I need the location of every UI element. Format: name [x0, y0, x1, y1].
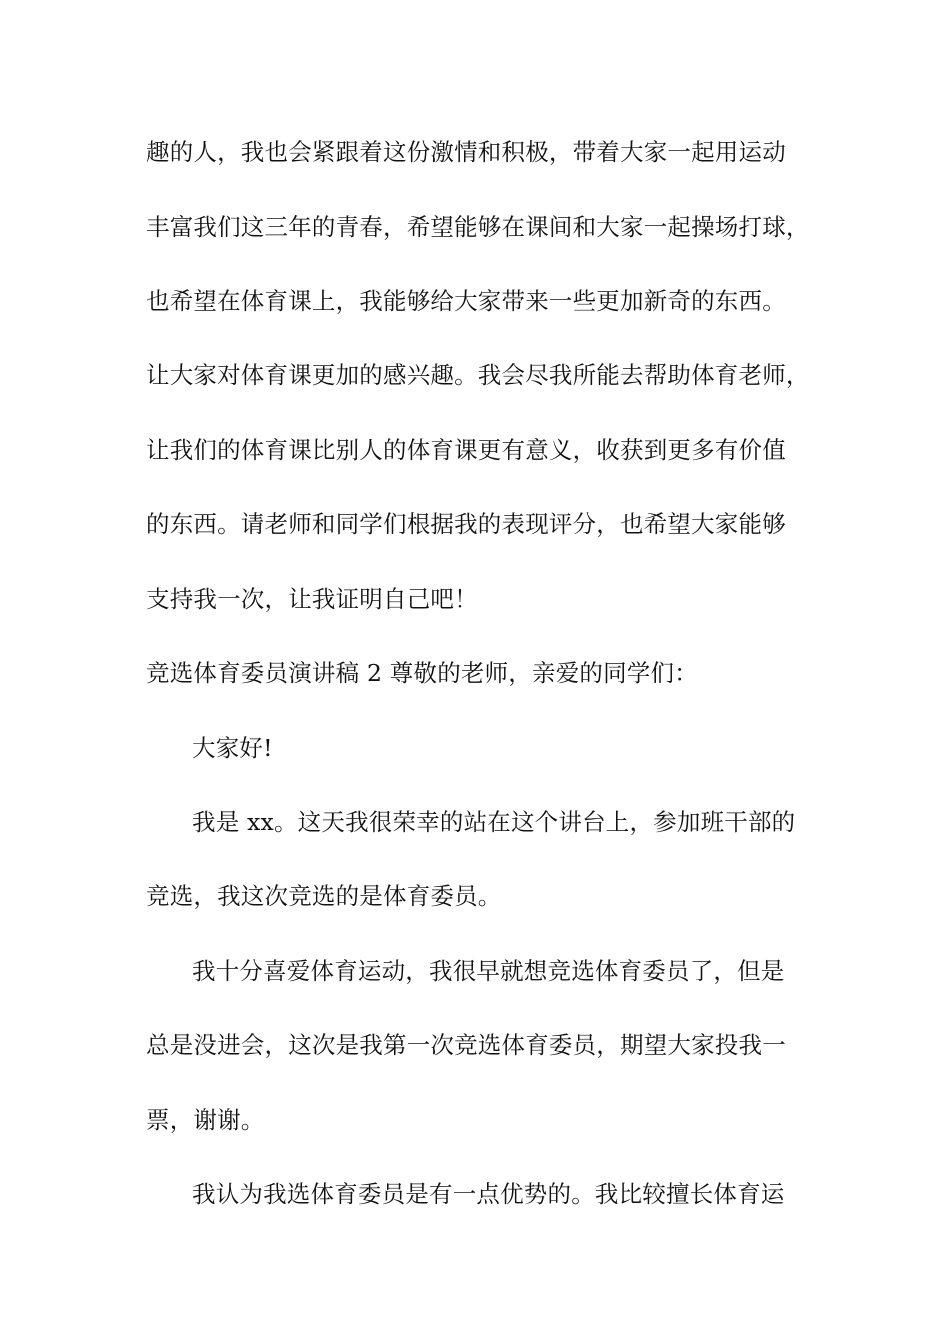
text-line-15: 我认为我选体育委员是有一点优势的。我比较擅长体育运	[192, 1180, 785, 1208]
text-line-2: 丰富我们这三年的青春，希望能够在课间和大家一起操场打球，	[146, 213, 810, 241]
section-heading-line: 竞选体育委员演讲稿 2 尊敬的老师，亲爱的同学们：	[146, 659, 698, 687]
text-line-11: 竞选，我这次竞选的是体育委员。	[146, 882, 502, 910]
text-line-14: 票，谢谢。	[146, 1106, 265, 1134]
text-line-3: 也希望在体育课上，我能够给大家带来一些更加新奇的东西。	[146, 287, 786, 315]
text-line-5: 让我们的体育课比别人的体育课更有意义，收获到更多有价值	[146, 436, 786, 464]
text-line-12: 我十分喜爱体育运动，我很早就想竞选体育委员了，但是	[192, 957, 785, 985]
text-line-6: 的东西。请老师和同学们根据我的表现评分，也希望大家能够	[146, 510, 786, 538]
text-line-4: 让大家对体育课更加的感兴趣。我会尽我所能去帮助体育老师，	[146, 361, 810, 389]
text-line-1: 趣的人，我也会紧跟着这份激情和积极，带着大家一起用运动	[146, 138, 786, 166]
text-line-7: 支持我一次，让我证明自己吧！	[146, 585, 478, 613]
text-line-10: 我是 xx。这天我很荣幸的站在这个讲台上，参加班干部的	[192, 808, 796, 836]
text-line-13: 总是没进会，这次是我第一次竞选体育委员，期望大家投我一	[146, 1031, 786, 1059]
greeting-line: 大家好!	[192, 734, 273, 762]
